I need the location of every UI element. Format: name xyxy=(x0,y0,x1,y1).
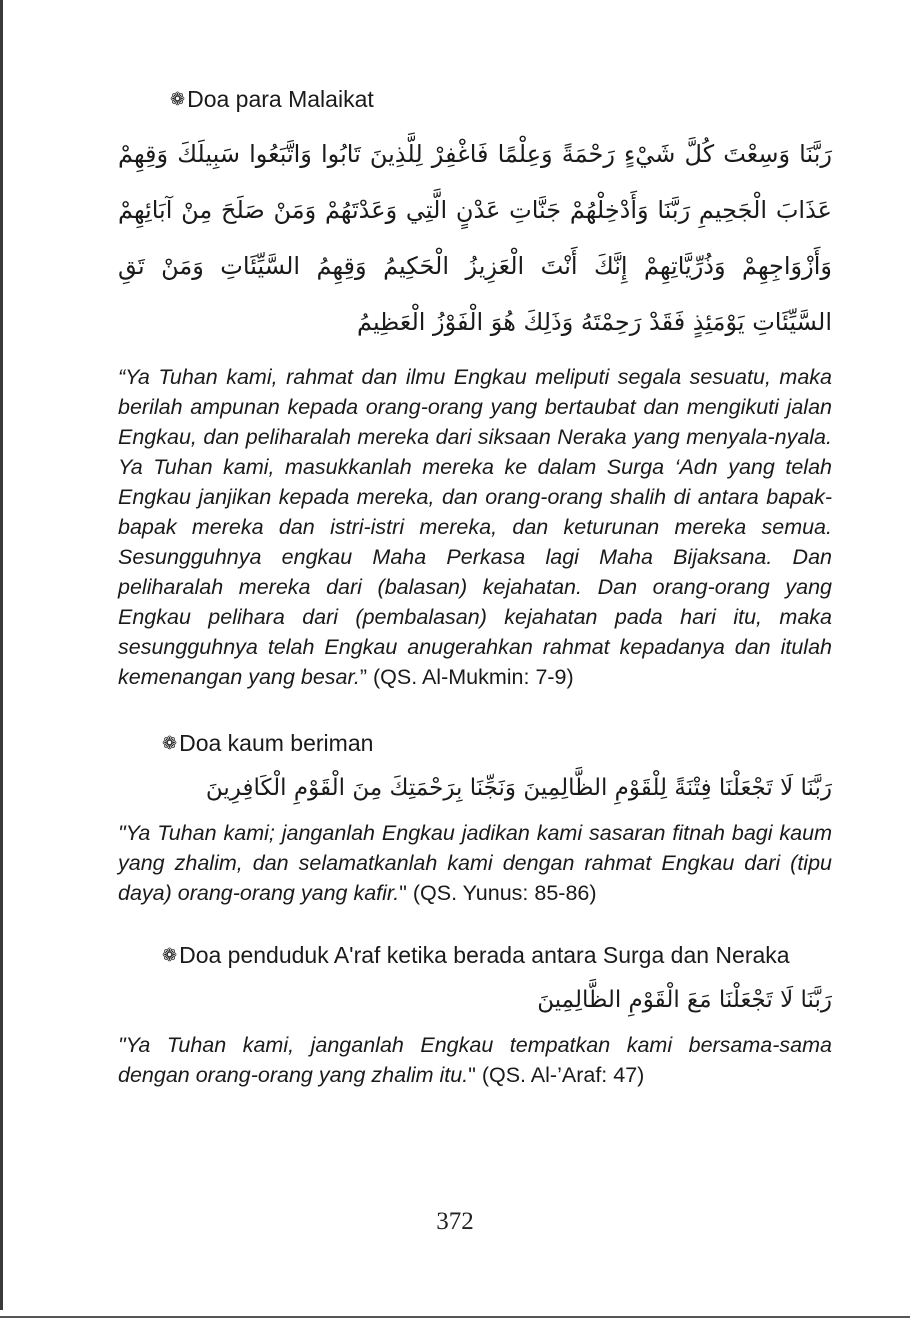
translation-paragraph xyxy=(118,362,832,692)
section-heading xyxy=(170,84,832,114)
verse-reference: ” (QS. Al-Mukmin: 7-9) xyxy=(359,665,574,689)
translation-paragraph xyxy=(118,1030,832,1090)
translation-text: "Ya Tuhan kami; janganlah Engkau jadikan kami sasaran fitnah bagi kaum yang zhalim, dan selamatkanlah kami dengan rahmat Engkau dari (tipu daya) orang-orang yang kafir. xyxy=(118,821,832,905)
arabic-prayer-text: رَبَّنَا وَسِعْتَ كُلَّ شَيْءٍ رَحْمَةً وَعِلْمًا فَاغْفِرْ لِلَّذِينَ تَابُوا وَاتَّبَعُوا سَبِيلَكَ وَقِهِمْ عَذَابَ الْجَحِيمِ رَبَّنَا وَأَدْخِلْهُمْ جَنَّاتِ عَدْنٍ الَّتِي وَعَدْتَهُمْ وَمَنْ صَلَحَ مِنْ آبَائِهِمْ وَأَزْوَاجِهِمْ وَذُرِّيَّاتِهِمْ إِنَّكَ أَنْتَ الْعَزِيزُ الْحَكِيمُ وَقِهِمُ السَّيِّئَاتِ وَمَنْ تَقِ السَّيِّئَاتِ يَوْمَئِذٍ فَقَدْ رَحِمْتَهُ وَذَلِكَ هُوَ الْفَوْزُ الْعَظِيمُ xyxy=(118,140,832,336)
flower-ornament-icon: ❁ xyxy=(162,945,178,965)
arabic-prayer-text: رَبَّنَا لَا تَجْعَلْنَا فِتْنَةً لِلْقَوْمِ الظَّالِمِينَ وَنَجِّنَا بِرَحْمَتِكَ مِنَ الْقَوْمِ الْكَافِرِينَ xyxy=(205,775,832,801)
translation-paragraph xyxy=(118,818,832,908)
section-heading xyxy=(162,728,832,758)
translation-text: “Ya Tuhan kami, rahmat dan ilmu Engkau meliputi segala sesuatu, maka berilah ampunan kepada orang-orang yang bertaubat dan mengikuti jalan Engkau, dan peliharalah mereka dari siksaan Neraka yang menyala-nyala. Ya Tuhan kami, masukkanlah mereka ke dalam Surga ‘Adn yang telah Engkau janjikan kepada mereka, dan orang-orang shalih di antara bapak-bapak mereka dan istri-istri mereka, dan keturunan mereka semua. Sesungguhnya engkau Maha Perkasa lagi Maha Bijaksana. Dan peliharalah mereka dari (balasan) kejahatan. Dan orang-orang yang Engkau pelihara dari (pembalasan) kejahatan pada hari itu, maka sesungguhnya telah Engkau anugerahkan rahmat kepadanya dan itulah kemenangan yang besar. xyxy=(118,365,832,689)
verse-reference: " (QS. Al-’Araf: 47) xyxy=(468,1063,645,1087)
page-left-edge xyxy=(0,0,3,1310)
verse-reference: " (QS. Yunus: 85-86) xyxy=(399,881,597,905)
section-doa-para-malaikat xyxy=(118,84,832,692)
heading-text: Doa penduduk A'raf ketika berada antara Surga dan Neraka xyxy=(179,942,790,968)
flower-ornament-icon: ❁ xyxy=(162,733,178,753)
arabic-prayer-text: رَبَّنَا لَا تَجْعَلْنَا مَعَ الْقَوْمِ الظَّالِمِينَ xyxy=(537,987,832,1013)
section-doa-kaum-beriman xyxy=(118,728,832,908)
translation-text: "Ya Tuhan kami, janganlah Engkau tempatkan kami bersama-sama dengan orang-orang yang zhalim itu. xyxy=(118,1033,832,1087)
section-doa-penduduk-araf xyxy=(118,940,832,1090)
page-bottom-edge xyxy=(0,1316,910,1318)
section-heading xyxy=(162,940,832,970)
flower-ornament-icon: ❁ xyxy=(170,89,186,109)
heading-text: Doa kaum beriman xyxy=(179,730,374,756)
page-number: 372 xyxy=(436,1208,474,1235)
heading-text: Doa para Malaikat xyxy=(187,86,374,112)
